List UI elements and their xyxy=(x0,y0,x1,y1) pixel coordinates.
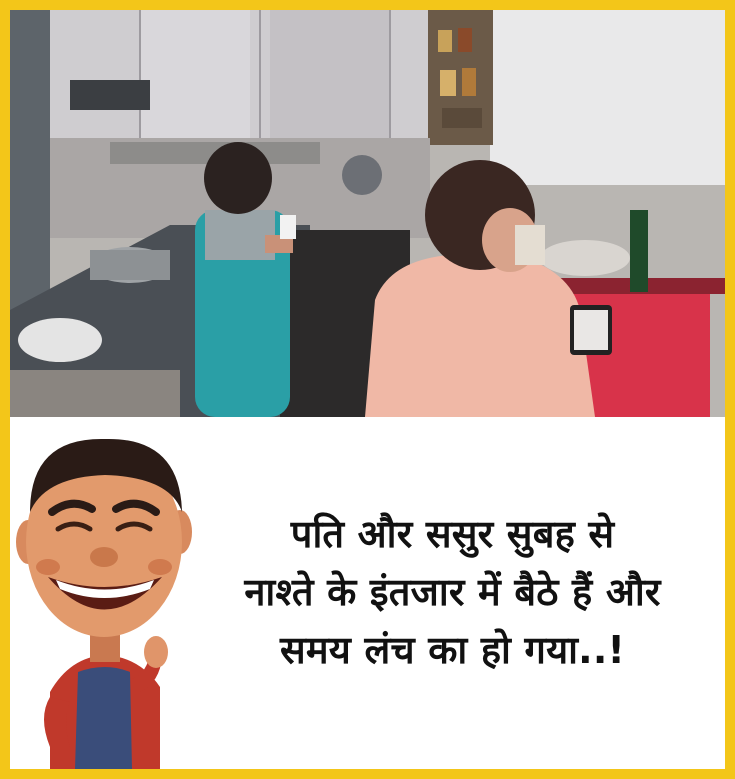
hindi-caption xyxy=(180,505,725,679)
caption-line-3: समय लंच का हो गया..! xyxy=(280,628,625,672)
caption-line-1: पति और ससुर सुबह से xyxy=(290,512,615,556)
hand-icon xyxy=(144,636,168,668)
bottle-icon xyxy=(630,210,648,292)
phone-icon xyxy=(280,215,296,239)
blue-vest xyxy=(75,667,132,769)
wall-clock-icon xyxy=(342,155,382,195)
white-bowl-icon xyxy=(18,318,102,362)
chimney-hood xyxy=(70,80,150,110)
kitchen-photo xyxy=(10,10,725,417)
caption-line-2: नाश्ते के इंतजार में बैठे हैं और xyxy=(244,570,661,614)
white-wall xyxy=(490,10,725,185)
caption-panel xyxy=(10,417,725,769)
left-wall xyxy=(10,10,50,310)
